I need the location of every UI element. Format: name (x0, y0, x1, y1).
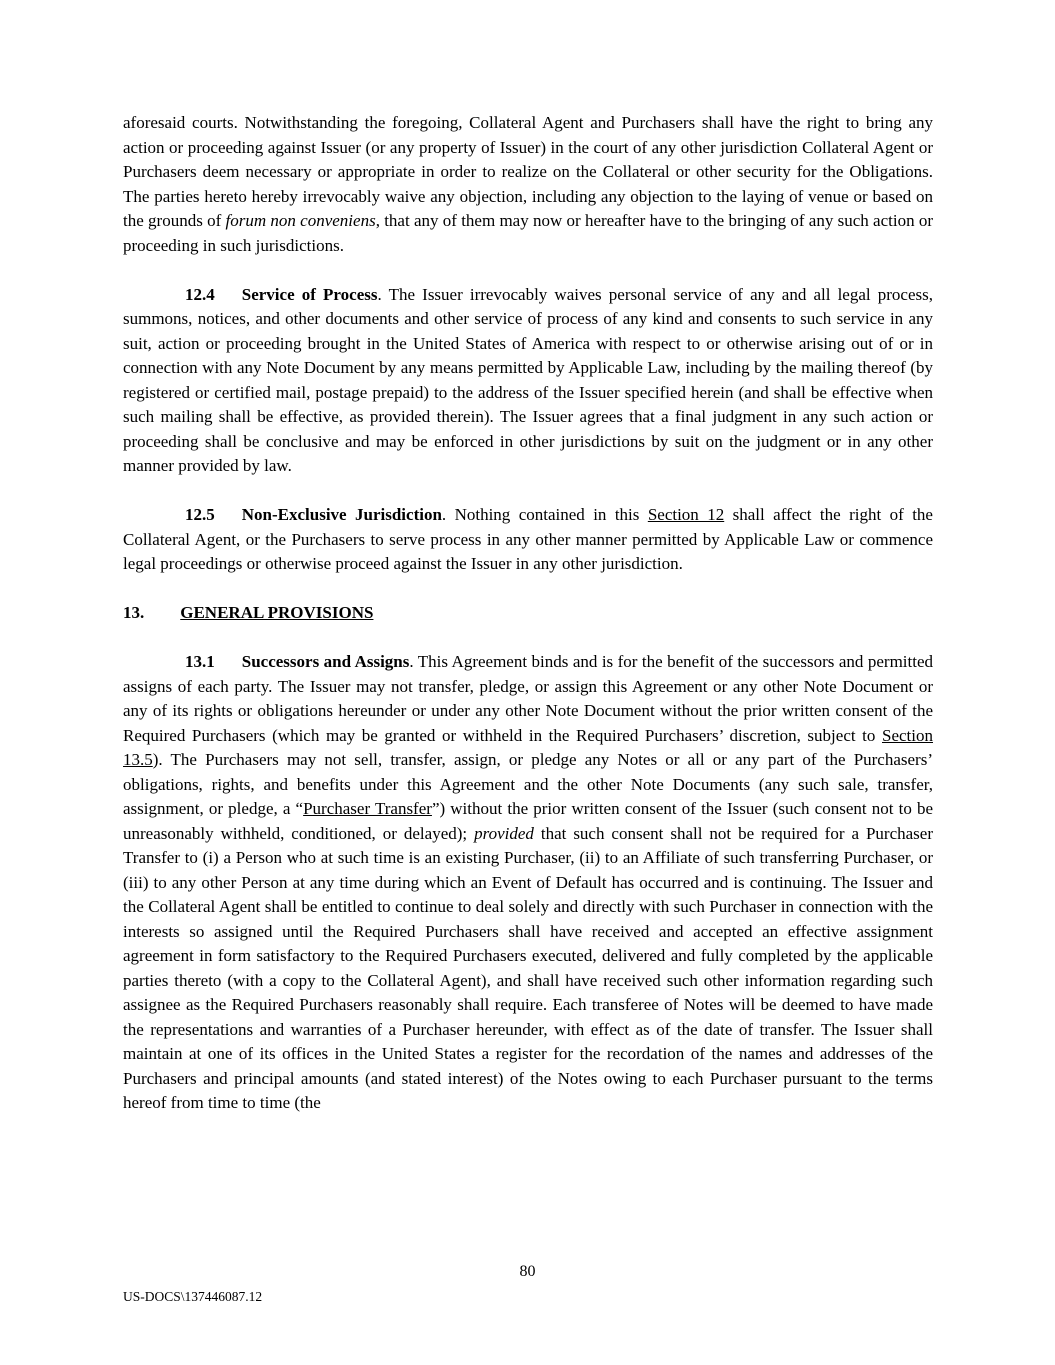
section-12-5-non-exclusive-jurisdiction (123, 503, 933, 577)
text-run: provided (474, 823, 534, 843)
text-run: Purchaser Transfer (303, 799, 432, 818)
text-run: forum non conveniens (225, 211, 376, 230)
page-number: 80 (519, 1263, 536, 1280)
text-run: . Nothing contained in this (441, 505, 648, 524)
footer-doc-id: US-DOCS\137446087.12 (123, 1289, 263, 1304)
section-12-4-service-of-process (123, 283, 933, 479)
text-run: ). The Purchasers may not sell, transfer, assign, or pledge any Notes or all or any part of the Purchasers’ obligations, rights, and benefits under this Agreement and the other Note Documents (any such sale, transfer, assignment, or pledge, a “ (123, 750, 933, 818)
text-run: . The Issuer irrevocably waives personal service of any and all legal process, summons, notices, and other documents and other service of process of any kind and consents to such service in any suit, action or proceeding brought in the United States of America with respect to or otherwise arising out of or in connection with any Note Document by any means permitted by Applicable Law, including by the mailing thereof (by registered or certified mail, postage prepaid) to the address of the Issuer specified herein (and shall be effective when such mailing shall be effective, as provided therein). The Issuer agrees that a final judgment in any such action or proceeding shall be conclusive and may be enforced in other jurisdictions by suit on the judgment or in any other manner provided by law. (123, 284, 933, 475)
text-run: Section 12 (647, 505, 725, 524)
text-run: Section 13.5 (123, 725, 933, 769)
text-run: 12.5 (185, 505, 215, 524)
text-run: Service of Process (241, 284, 378, 304)
text-run: 13. (123, 603, 145, 622)
section-13-general-provisions-heading (123, 601, 933, 626)
text-run: that such consent shall not be required for a Purchaser Transfer to (i) a Person who at such time is an existing Purchaser, (ii) to an Affiliate of such transferring Purchaser, or (iii) to any other Person at any time during which an Event of Default has occurred and is continuing. The Issuer and the Collateral Agent shall be entitled to continue to deal solely and directly with such Purchaser in connection with the interests so assigned until the Required Purchasers shall have received and accepted an effective assignment agreement in form satisfactory to the Required Purchasers executed, delivered and fully completed by the applicable parties thereto (with a copy to the Collateral Agent), and shall have received such other information regarding such assignee as the Required Purchasers reasonably shall require. Each transferee of Notes will be deemed to have made the representations and warranties of a Purchaser hereunder, with effect as of the date of transfer. The Issuer shall maintain at one of its offices in the United States a register for the recordation of the names and addresses of the Purchasers and principal amounts (and stated interest) of the Notes owing to each Purchaser pursuant to the terms hereof from time to time (the (123, 823, 933, 1112)
text-run: Successors and Assigns (241, 652, 410, 671)
text-run: shall affect the right of the Collateral Agent, or the Purchasers to serve process in any other manner permitted by Applicable Law or commence legal proceedings or otherwise proceed against the Issuer in any other jurisdiction. (123, 505, 933, 573)
text-run: GENERAL PROVISIONS (180, 603, 374, 622)
text-run: 13.1 (185, 652, 215, 671)
section-13-1-successors-and-assigns (123, 650, 933, 1116)
text-run: ”) without the prior written consent of the Issuer (such consent not to be unreasonably withheld, conditioned, or delayed); (123, 799, 933, 843)
text-run: aforesaid courts. Notwithstanding the foregoing, Collateral Agent and Purchasers shall have the right to bring any action or proceeding against Issuer (or any property of Issuer) in the court of any other jurisdiction Collateral Agent or Purchasers deem necessary or appropriate in order to realize on the Collateral or other security for the Obligations. The parties hereto hereby irrevocably waive any objection, including any objection to the laying of venue or based on the grounds of (123, 113, 933, 230)
text-run: , that any of them may now or hereafter have to the bringing of any such action or proceeding in such jurisdictions. (123, 211, 933, 255)
text-run: 12.4 (185, 284, 215, 304)
paragraph-continuation-jurisdiction (123, 111, 933, 258)
document-body (123, 111, 933, 1116)
text-run: Non-Exclusive Jurisdiction (241, 505, 442, 524)
text-run: . This Agreement binds and is for the benefit of the successors and permitted assigns of each party. The Issuer may not transfer, pledge, or assign this Agreement or any other Note Document or any of its rights or obligations hereunder or under any other Note Document without the prior written consent of the Required Purchasers (which may be granted or withheld in the Required Purchasers’ discretion, subject to (123, 652, 934, 745)
